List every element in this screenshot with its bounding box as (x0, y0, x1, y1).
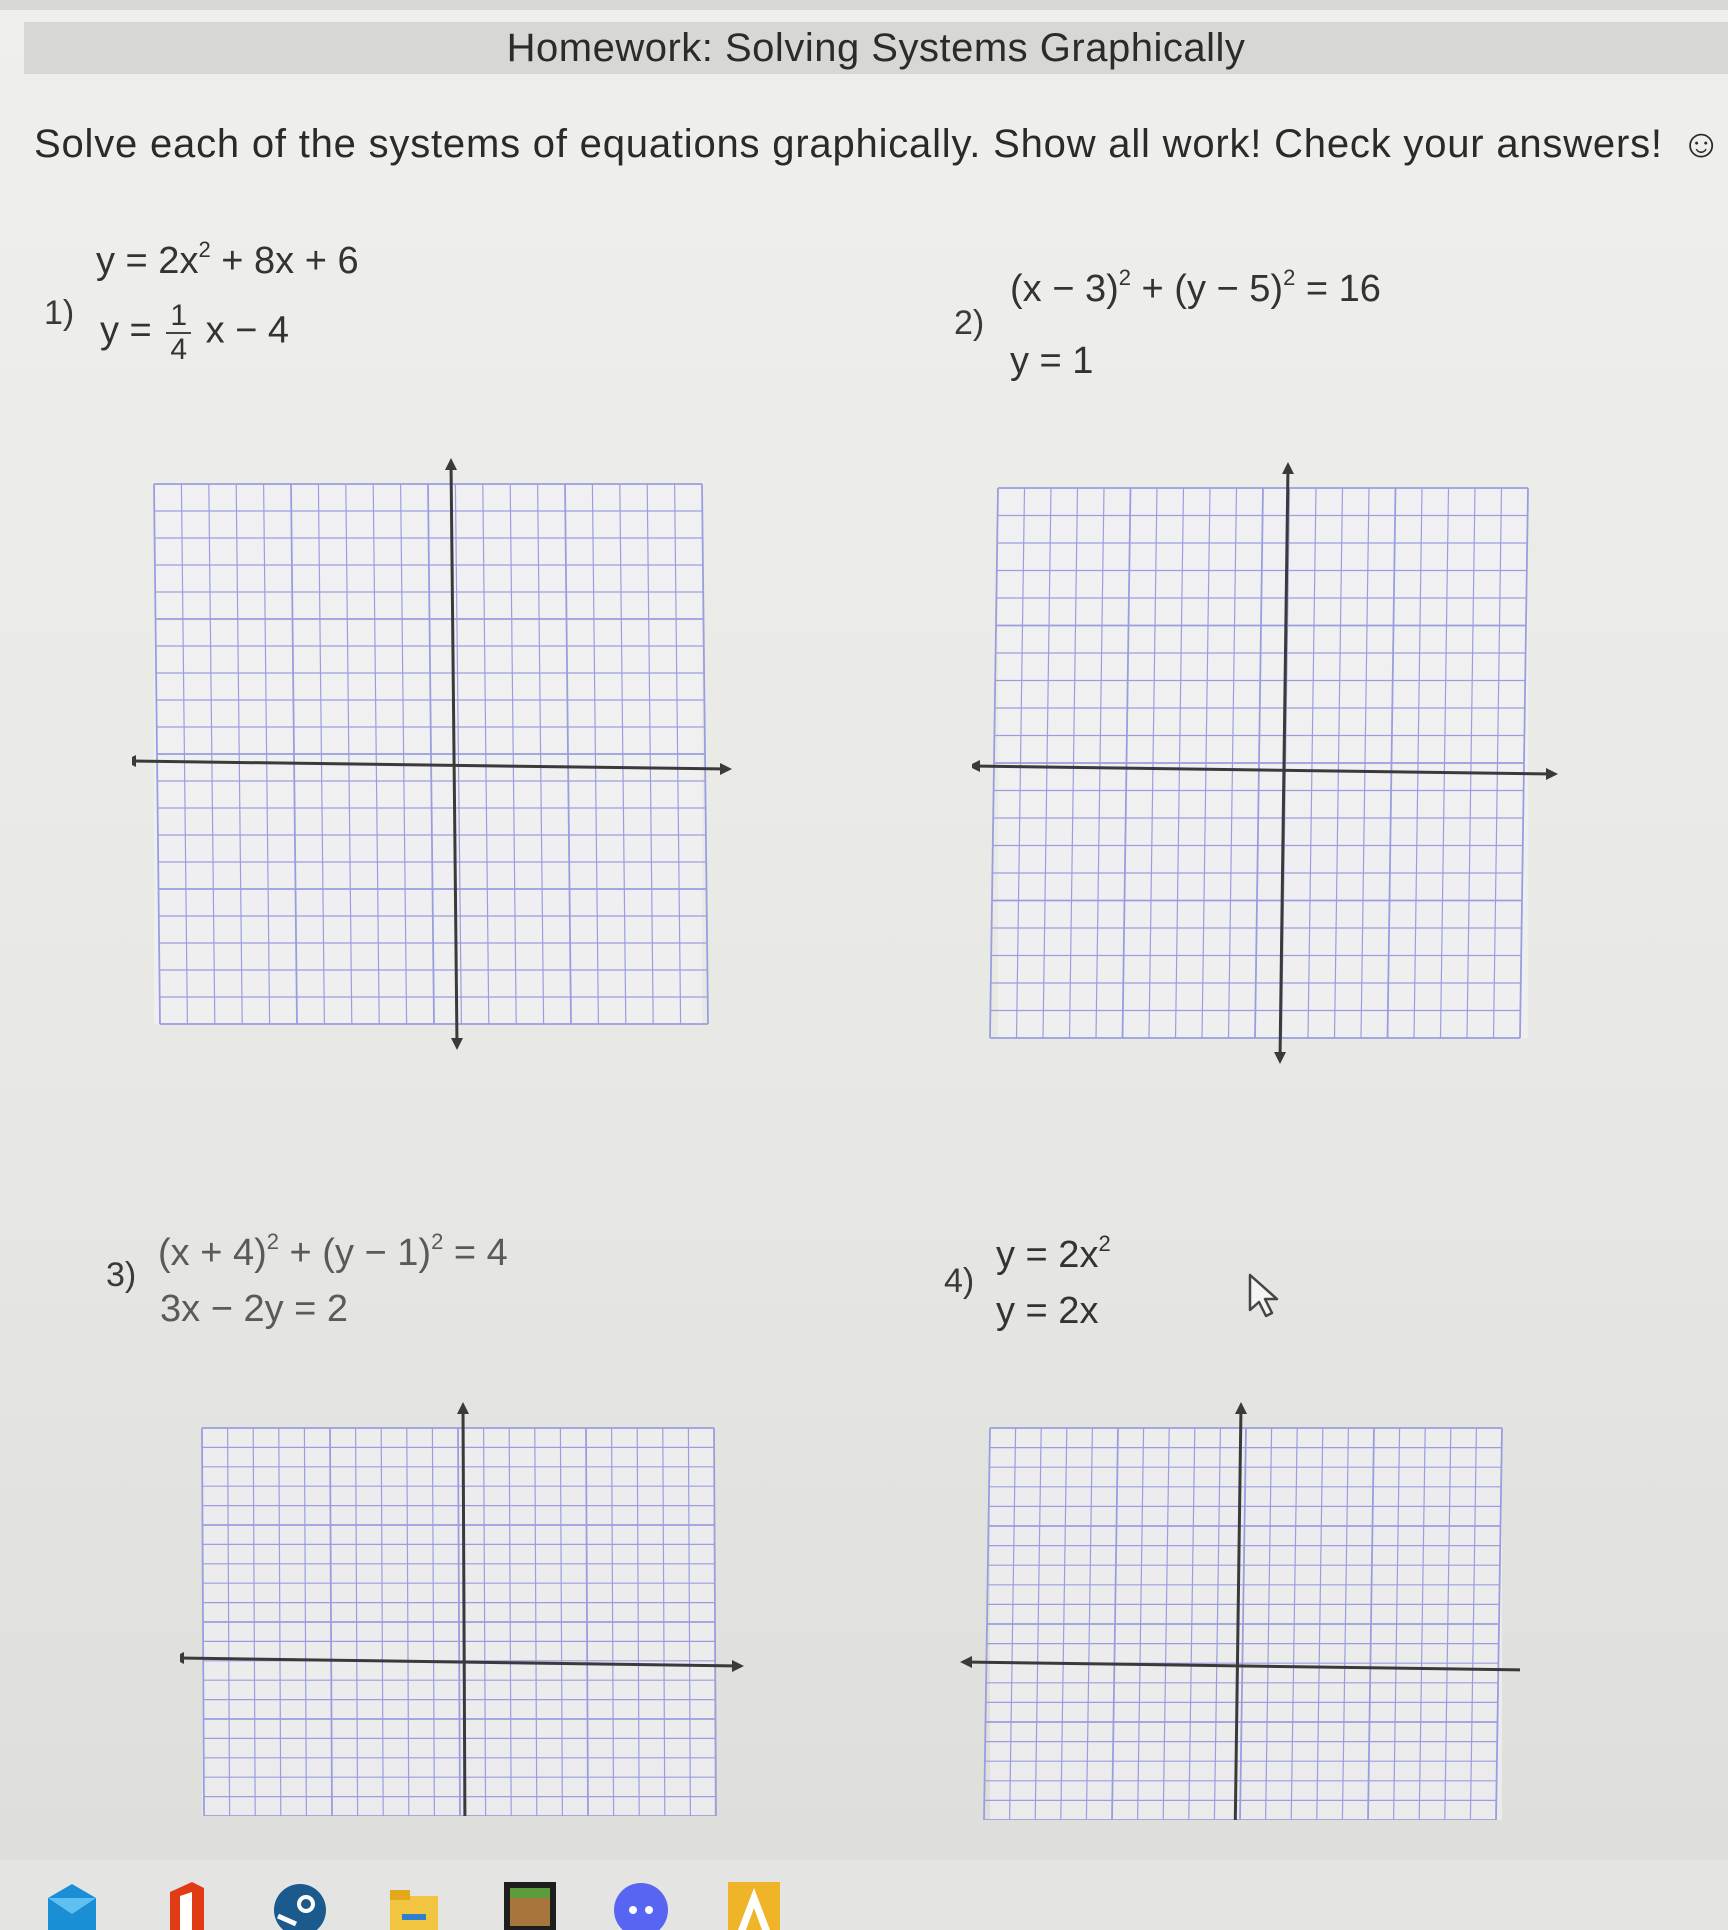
problem-4-equation-2: y = 2x (996, 1290, 1099, 1332)
header-strip (0, 0, 1728, 10)
problem-2-equation-2: y = 1 (1010, 340, 1094, 382)
taskbar (0, 1860, 1728, 1930)
x-axis-arrow-left (180, 1652, 184, 1664)
y-axis-arrow-up (445, 458, 457, 470)
problem-2-number: 2) (954, 304, 985, 342)
y-axis-arrow-down (451, 1038, 463, 1050)
coordinate-grid-3 (180, 1396, 760, 1816)
discord-icon[interactable] (612, 1880, 664, 1930)
page-title-bar (24, 22, 1728, 74)
mail-icon[interactable] (44, 1880, 96, 1930)
arc-icon[interactable] (726, 1880, 778, 1930)
y-axis (463, 1406, 465, 1816)
graph-2[interactable] (972, 458, 1572, 1078)
instructions-text: Solve each of the systems of equations graphically. Show all work! Check your answers! (34, 122, 1663, 166)
office-icon[interactable] (162, 1880, 214, 1930)
graph-4[interactable] (960, 1400, 1520, 1820)
y-axis-arrow-up (457, 1402, 469, 1414)
problem-3-number: 3) (106, 1256, 137, 1294)
fraction: $\frac{1}{4}$ (166, 300, 191, 365)
instructions (34, 122, 1724, 167)
y-axis-arrow-up (1282, 462, 1294, 474)
page-title: Homework: Solving Systems Graphically (506, 25, 1246, 70)
y-axis-arrow-down (1274, 1052, 1286, 1064)
x-axis-arrow-left (132, 755, 136, 767)
problem-3-equation-2: 3x − 2y = 2 (160, 1288, 349, 1330)
coordinate-grid-4 (960, 1400, 1520, 1820)
problem-1-number: 1) (44, 294, 75, 332)
file-explorer-icon[interactable] (388, 1880, 440, 1930)
problem-1-equation-1: $y = 2x^2 + 8x + 6$ (96, 237, 359, 282)
problem-4-number: 4) (944, 1262, 975, 1300)
problem-2-equation-1: $(x - 3)^2 + (y - 5)^2 = 16$ (1010, 265, 1381, 310)
problem-4-equation-1: $y = 2x^2$ (996, 1231, 1111, 1276)
problem-3-equation-1: $(x + 4)^2 + (y - 1)^2 = 4$ (158, 1229, 508, 1274)
coordinate-grid-1 (132, 450, 732, 1070)
graph-3[interactable] (180, 1396, 760, 1816)
minecraft-icon[interactable] (502, 1880, 554, 1930)
x-axis-arrow-right (720, 763, 732, 775)
x-axis-arrow-right (1546, 768, 1558, 780)
steam-icon[interactable] (272, 1880, 324, 1930)
x-axis-arrow-left (960, 1656, 972, 1668)
problem-1-equation-2: y = $\frac{1}{4}$ x − 4 (100, 299, 290, 366)
mouse-pointer-icon (1246, 1272, 1286, 1327)
coordinate-grid-2 (972, 458, 1572, 1078)
y-axis-arrow-up (1235, 1402, 1247, 1414)
smiley-icon: ☺ (1680, 122, 1723, 166)
x-axis-arrow-left (972, 760, 980, 772)
x-axis-arrow-right (732, 1660, 744, 1672)
graph-1[interactable] (132, 450, 732, 1070)
